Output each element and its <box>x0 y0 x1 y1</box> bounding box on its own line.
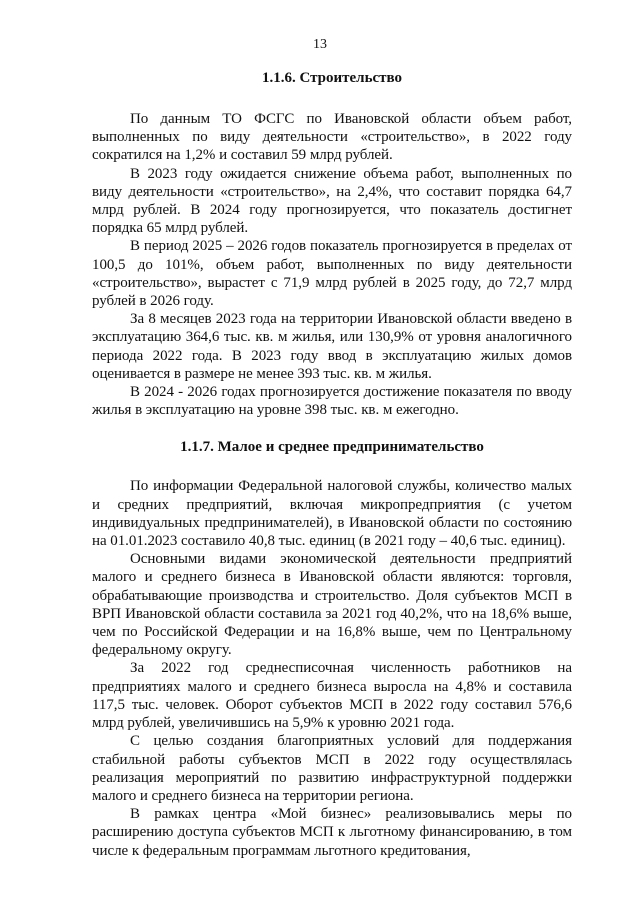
paragraph: За 8 месяцев 2023 года на территории Ивановской области введено в эксплуатацию 364,6 тыс. кв. м жилья, или 130,9% от уровня аналогичного периода 2022 года. В 2023 году ввод в эксплуатацию жилых домов оценивается в размере не менее 393 тыс. кв. м жилья. <box>92 311 572 382</box>
paragraph: За 2022 год среднесписочная численность работников на предприятиях малого и среднего бизнеса выросла на 4,8% и составила 117,5 тыс. человек. Оборот субъектов МСП в 2022 году составил 576,6 млрд рублей, увеличившись на 5,9% к уровню 2021 года. <box>92 660 572 732</box>
section-heading-construction: 1.1.6. Строительство <box>261 70 403 86</box>
paragraph: В период 2025 – 2026 годов показатель прогнозируется в пределах от 100,5 до 101%, объем работ, выполненных по виду деятельности «строительство», вырастет с 71,9 млрд рублей в 2025 году, до 72,7 млрд рублей в 2026 году. <box>92 238 572 310</box>
paragraph: По информации Федеральной налоговой службы, количество малых и средних предприятий, включая микропредприятия (с учетом индивидуальных предпринимателей), в Ивановской области по состоянию на 01.01.2023 составило 40,8 тыс. единиц (в 2021 году – 40,6 тыс. единиц). <box>92 478 572 550</box>
paragraph: В рамках центра «Мой бизнес» реализовывались меры по расширению доступа субъектов МСП к льготному финансированию, в том числе к федеральным программам льготного кредитования, <box>92 806 572 859</box>
page-number: 13 <box>313 37 327 52</box>
paragraph: В 2023 году ожидается снижение объема работ, выполненных по виду деятельности «строительство», на 2,4%, что составит порядка 64,7 млрд рублей. В 2024 году прогнозируется, что показатель достигнет порядка 65 млрд рублей. <box>92 165 572 237</box>
document-body <box>92 64 572 860</box>
paragraph: Основными видами экономической деятельности предприятий малого и среднего бизнеса в Ивановской области являются: торговля, обрабатывающие производства и строительство. Доля субъектов МСП в ВРП Ивановской области составила за 2021 год 40,2%, что на 18,6% выше, чем по Российской Федерации и на 16,8% выше, чем по Центральному федеральному округу. <box>92 551 572 659</box>
section-heading-small-business: 1.1.7. Малое и среднее предпринимательство <box>180 439 484 456</box>
paragraph: В 2024 - 2026 годах прогнозируется достижение показателя по вводу жилья в эксплуатацию на уровне 398 тыс. кв. м ежегодно. <box>92 384 572 419</box>
paragraph: По данным ТО ФСГС по Ивановской области объем работ, выполненных по виду деятельности «строительство», в 2022 году сократился на 1,2% и составил 59 млрд рублей. <box>92 111 572 164</box>
paragraph: С целью создания благоприятных условий для поддержания стабильной работы субъектов МСП в 2022 году осуществлялась реализация мероприятий по развитию инфраструктурной поддержки малого и среднего бизнеса на территории региона. <box>92 733 572 804</box>
